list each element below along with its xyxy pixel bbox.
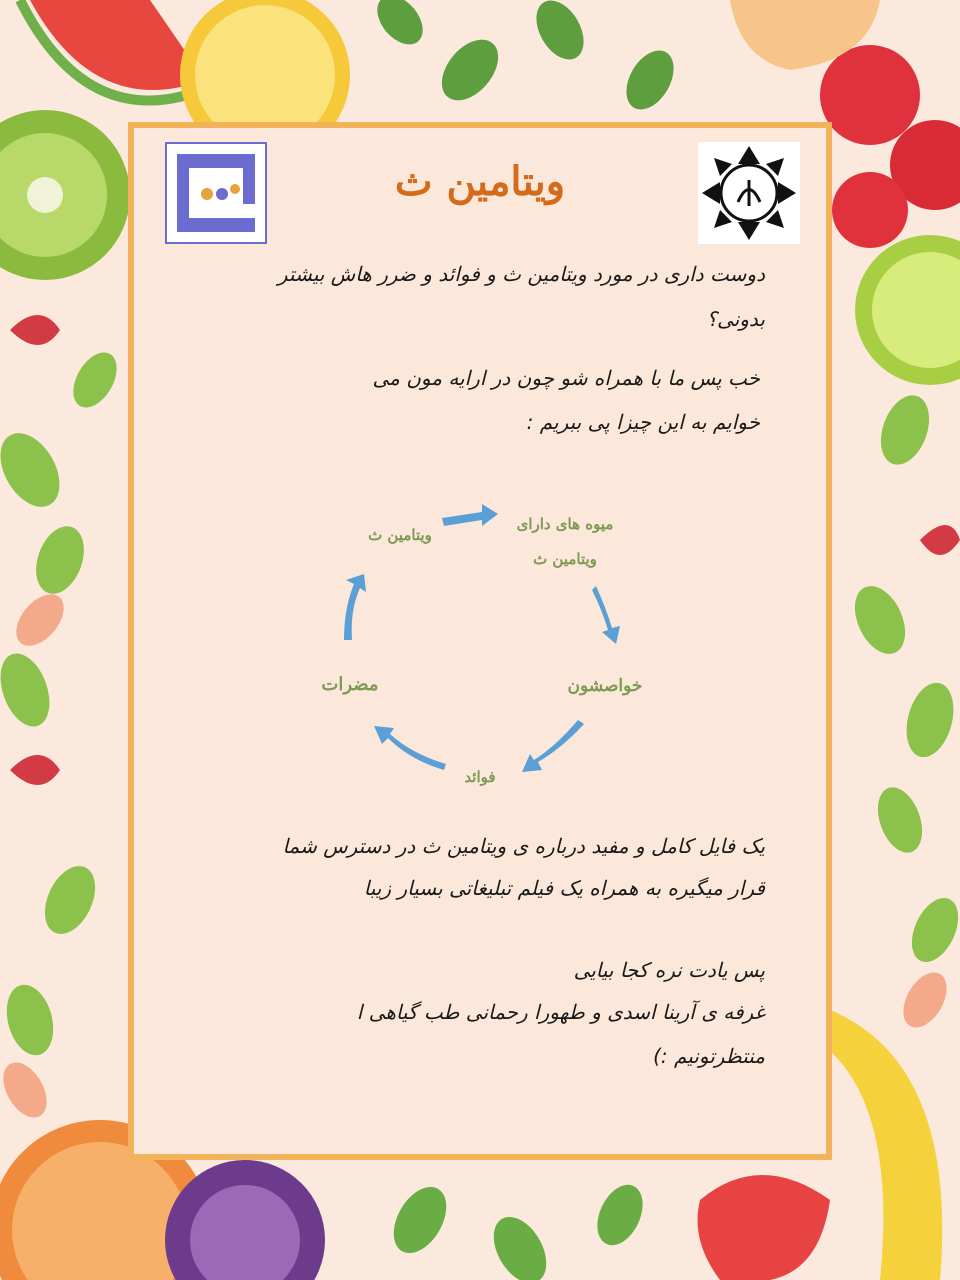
cycle-arrow-right-top bbox=[592, 586, 620, 644]
intro-line-2: بدونی؟ bbox=[706, 307, 765, 331]
school-logo-purple bbox=[165, 142, 267, 244]
booth-line-1: پس یادت نره کجا بیایی bbox=[573, 958, 765, 982]
logo-mark-icon bbox=[167, 144, 265, 242]
booth-line-3: منتظرتونیم :) bbox=[653, 1044, 765, 1068]
emblem-icon bbox=[698, 142, 800, 244]
cycle-arrow-bottom-left bbox=[374, 726, 446, 770]
cycle-arrow-top bbox=[442, 504, 498, 526]
invite-line-1: خب پس ما با همراه شو چون در ارایه مون می bbox=[372, 366, 760, 390]
school-logo-emblem bbox=[698, 142, 800, 244]
cherry bbox=[820, 45, 920, 145]
cycle-node-fruits-line-2: ویتامین ث bbox=[533, 550, 597, 568]
booth-line-2: غرفه ی آرینا اسدی و طهورا رحمانی طب گیاهی ا bbox=[356, 1000, 765, 1024]
cycle-node-harms: مضرات bbox=[321, 674, 379, 695]
intro-line-1: دوست داری در مورد ویتامین ث و فوائد و ضرر هاش بیشتر bbox=[277, 262, 765, 286]
cycle-node-fruits-line-1: میوه های دارای bbox=[516, 515, 614, 533]
page-title: ویتامین ث bbox=[394, 158, 566, 205]
file-line-1: یک فایل کامل و مفید درباره ی ویتامین ث در دسترس شما bbox=[282, 834, 765, 858]
strawberry bbox=[698, 1175, 831, 1280]
cycle-node-benefits: فوائد bbox=[464, 768, 496, 786]
invite-line-2: خوایم به این چیزا پی ببریم : bbox=[526, 410, 760, 434]
file-line-2: قرار میگیره به همراه یک فیلم تبلیغاتی بسیار زیبا bbox=[363, 876, 765, 900]
cycle-node-vitamin-c: ویتامین ث bbox=[368, 526, 432, 544]
cycle-arrow-left bbox=[344, 574, 366, 640]
watermelon-slice bbox=[30, 0, 205, 90]
cycle-node-properties: خواصشون bbox=[567, 676, 643, 696]
cycle-arrow-right-bottom bbox=[522, 720, 584, 772]
